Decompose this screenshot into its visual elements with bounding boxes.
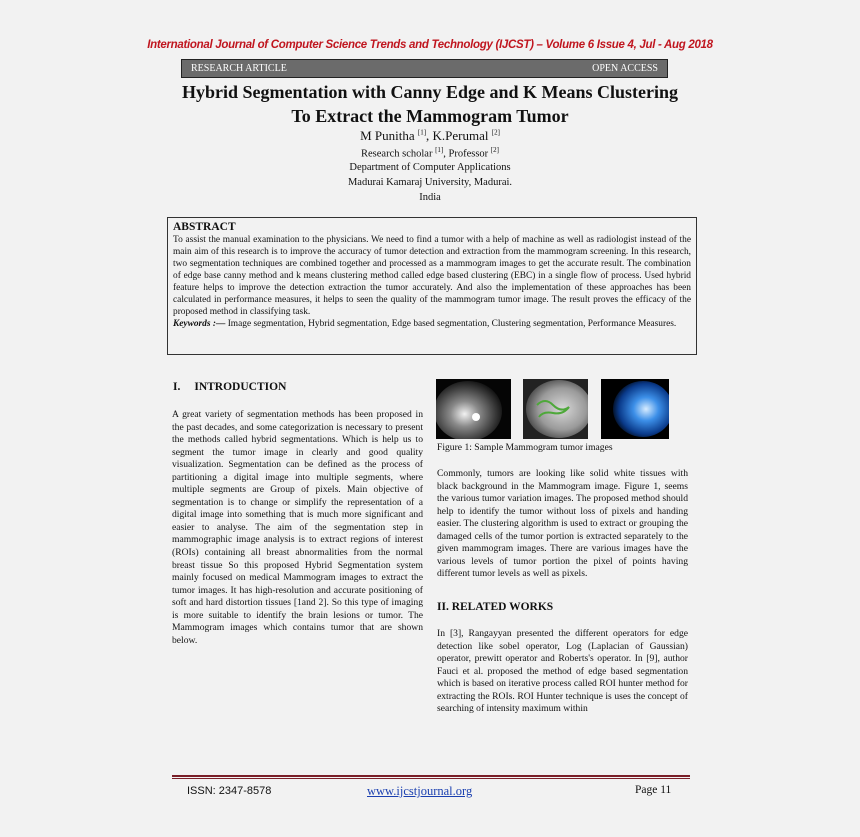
journal-url-link[interactable]: www.ijcstjournal.org	[367, 784, 473, 798]
footer-rule-bottom	[172, 778, 690, 779]
intro-heading	[173, 381, 286, 393]
university: Madurai Kamaraj University, Madurai.	[347, 177, 513, 188]
role-1-ref: [1]	[435, 146, 444, 154]
author-separator: ,	[426, 128, 433, 143]
abstract-box	[167, 217, 697, 355]
abstract-text: To assist the manual examination to the physicians. We need to find a tumor with a help of machine as well as radiologist instead of the main aim of this research is to improve the accuracy of tumor detection and extraction from the mammogram screening. In this research, two segmentation techniques are combined together and processed as a mammogram images to get the accurate result. The combination of edge base canny method and k means clustering method called edge based clustering (EBC) in a single flow of process. Used hybrid feature helps to improve the detection extraction the tumor accurately. And also the implementation of these approaches has been calculated in performance measures, it helps to seen the quality of the mammogram tumor image. The result proves the efficacy of the proposed method in classifying task.	[173, 235, 691, 317]
keywords-text: Image segmentation, Hybrid segmentation, Edge based segmentation, Clustering segmentation, Performance Measures.	[225, 319, 677, 329]
related-works-column	[437, 628, 688, 716]
author-1-ref: [1]	[417, 128, 427, 137]
author-2-ref: [2]	[491, 128, 500, 137]
intro-heading-text: INTRODUCTION	[194, 381, 287, 393]
author-1: M Punitha	[360, 128, 415, 143]
title-line-1: Hybrid Segmentation with Canny Edge and K Means Clustering	[181, 82, 679, 102]
role-2-ref: [2]	[490, 146, 499, 154]
role-separator: ,	[443, 148, 449, 160]
mammogram-image-1	[436, 379, 511, 439]
related-works-text: In [3], Rangayyan presented the different operators for edge detection like sobel operator, Log (Laplacian of Gaussian) operator, prewitt operator and Roberts's operator. In [9], author Fauci et al. proposed the method of edge based segmentation which is based on iterative process called ROI hunter method for extracting the ROIs. ROI Hunter technique is uses the concept of searching of intensity maximum within	[437, 628, 688, 715]
footer-rule-top	[172, 775, 690, 777]
issn: ISSN: 2347-8578	[187, 785, 272, 797]
title-line-2: To Extract the Mammogram Tumor	[291, 106, 569, 126]
abstract-heading: ABSTRACT	[173, 221, 236, 233]
keywords	[173, 318, 691, 330]
author-2: K.Perumal	[432, 128, 489, 143]
open-access-label: OPEN ACCESS	[592, 63, 658, 74]
related-works-heading: II. RELATED WORKS	[437, 601, 554, 613]
journal-header: International Journal of Computer Science Trends and Technology (IJCST) – Volume 6 Issue 4, Jul - Aug 2018	[147, 39, 713, 51]
paper-title	[140, 80, 720, 128]
intro-column	[172, 409, 423, 647]
right-column-paragraph	[437, 468, 688, 581]
country: India	[419, 192, 441, 203]
page-number: Page 11	[635, 784, 672, 796]
intro-heading-num: I.	[173, 381, 181, 393]
article-type-bar	[181, 59, 668, 78]
mammogram-image-2	[523, 379, 588, 439]
intro-text: A great variety of segmentation methods has been proposed in the past decades, and some categorization is necessary to present the methods called hybrid segmentations. Which is help us to segment the tumor image in clearly and good quality visualization. Segmentation can be defined as the process of partitioning a digital image into multiple segments, where multiple segments are Group of pixels. Main objective of segmentation is to change or simplify the representation of a digital image into something that is much more significant and easier to analyse. The aim of the segmentation step in mammographic image analysis is to extract regions of interest (ROIs) containing all breast abnormalities from the normal breast tissue So this proposed Hybrid Segmentation system mainly focused on medical Mammogram images to extract the tumor images. It has high-resolution and accurate positioning of soft and hard distortion tissues [1and 2]. So this type of imaging is more suitable to identify the brain lesions or tumor. The Mammogram images which contains tumor that are shown below.	[172, 409, 423, 646]
article-type-label: RESEARCH ARTICLE	[191, 63, 287, 74]
role-2: Professor	[448, 148, 489, 160]
figure-caption: Figure 1: Sample Mammogram tumor images	[437, 442, 613, 453]
author-roles	[0, 146, 860, 160]
right-paragraph-text: Commonly, tumors are looking like solid white tissues with black background in the Mammogram image. Figure 1, seems the various tumor variation images. The proposed method should help to identify the tumor without loss of pixels and handing easier. The clustering algorithm is used to extract or grouping the damaged cells of the tumor portion is extracted separately to the given mammogram images. There are various images have the various levels of tumor portion the pixel of points having different tumor levels as well as pixels.	[437, 468, 688, 580]
keywords-label: Keywords :—	[173, 319, 226, 329]
role-1: Research scholar	[361, 148, 433, 160]
mammogram-image-3	[601, 379, 669, 439]
department: Department of Computer Applications	[349, 162, 511, 173]
authors	[0, 128, 860, 144]
